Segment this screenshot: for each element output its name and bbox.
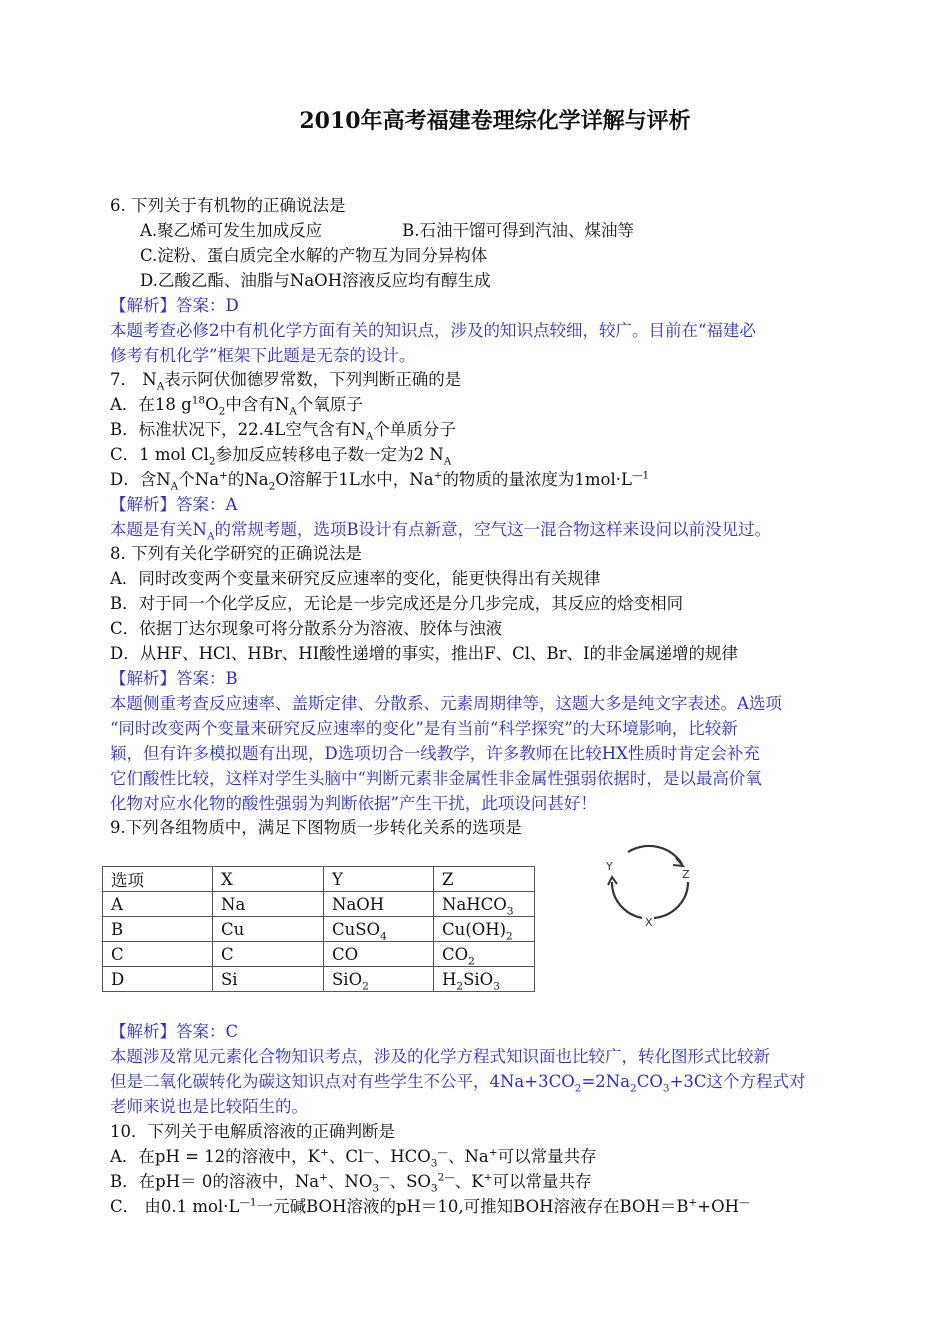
q8-stem: 8. 下列有关化学研究的正确说法是 (110, 544, 362, 563)
q7-answer: 【解析】答案：A (110, 495, 238, 514)
table-header-cell: Z (434, 867, 535, 892)
table-cell: SiO$_2$ (324, 967, 434, 992)
table-row (103, 942, 535, 967)
q10-stem: 10．下列关于电解质溶液的正确判断是 (110, 1122, 395, 1141)
q10-option-b: B．在pH＝ 0的溶液中，Na+、$NO_3^—$、$SO_3^{2—}$、K+可以常量共存 (110, 1171, 592, 1195)
q7-stem: 7． $N_A$表示阿伏伽德罗常数，下列判断正确的是 (110, 370, 462, 393)
q9-stem: 9.下列各组物质中，满足下图物质一步转化关系的选项是 (110, 818, 522, 837)
table-cell: C (103, 942, 213, 967)
q9-analysis-line2: 但是二氧化碳转化为碳这知识点对有些学生不公平，$4Na+3CO_2=2Na_2CO_3+3C$这个方程式对 (110, 1072, 806, 1095)
q8-analysis-line1: 本题侧重考查反应速率、盖斯定律、分散系、元素周期律等，这题大多是纯文字表述。A选项 (110, 694, 782, 713)
q9-options-table (102, 866, 535, 992)
q8-analysis-line2: “同时改变两个变量来研究反应速率的变化”是有当前“科学探究”的大环境影响，比较新 (110, 719, 738, 738)
table-row (103, 967, 535, 992)
q6-option-c: C.淀粉、蛋白质完全水解的产物互为同分异构体 (140, 246, 488, 265)
q6-stem: 6. 下列关于有机物的正确说法是 (110, 196, 346, 215)
node-label-x: X (645, 916, 653, 928)
q9-analysis-line3: 老师来说也是比较陌生的。 (110, 1097, 308, 1116)
node-label-y: Y (606, 860, 613, 873)
q8-analysis-line3: 颖，但有许多模拟题有出现，D选项切合一线教学，许多教师在比较HX性质时肯定会补充 (110, 744, 760, 763)
arc-y-to-z (628, 846, 682, 864)
q7-analysis: 本题是有关$N_A$的常规考题，选项B设计有点新意，空气这一混合物这样来设问以前没见过。 (110, 520, 772, 543)
table-header-cell: 选项 (103, 867, 213, 892)
q6-answer: 【解析】答案：D (110, 296, 239, 315)
conversion-cycle-diagram (598, 838, 702, 928)
arc-z-to-x (654, 882, 688, 918)
table-header-cell: Y (324, 867, 434, 892)
q7-option-b: B．标准状况下，22.4L空气含有$N_A$个单质分子 (110, 420, 456, 443)
table-header-cell: X (213, 867, 324, 892)
table-row (103, 892, 535, 917)
q10-option-c: C． 由0.1 $mol\cdot L^{—1}$一元碱BOH溶液的pH＝10,可推知BOH溶液存在BOH＝B++OH— (110, 1196, 750, 1216)
table-cell: $H_2SiO_3$ (434, 967, 535, 992)
table-cell: $Cu(OH)_2$ (434, 917, 535, 942)
q8-analysis-line4: 它们酸性比较，这样对学生头脑中“判断元素非金属性非金属性强弱依据时，是以最高价氧 (110, 769, 762, 788)
q7-option-c: C．1 mol $Cl_2$参加反应转移电子数一定为2 $N_A$ (110, 445, 452, 468)
q6-option-d: D.乙酸乙酯、油脂与NaOH溶液反应均有醇生成 (140, 271, 491, 290)
page-title: 2010年高考福建卷理综化学详解与评析 (299, 108, 691, 134)
table-cell: B (103, 917, 213, 942)
q8-option-b: B．对于同一个化学反应，无论是一步完成还是分几步完成，其反应的焓变相同 (110, 594, 684, 613)
q6-analysis-line2: 修考有机化学”框架下此题是无奈的设计。 (110, 346, 416, 365)
arc-x-to-y (612, 882, 642, 918)
q6-option-b: B.石油干馏可得到汽油、煤油等 (402, 221, 635, 240)
table-cell: A (103, 892, 213, 917)
q9-analysis-line1: 本题涉及常见元素化合物知识考点，涉及的化学方程式知识面也比较广，转化图形式比较新 (110, 1047, 770, 1066)
table-row (103, 917, 535, 942)
table-cell: Cu (213, 917, 324, 942)
q8-option-a: A．同时改变两个变量来研究反应速率的变化，能更快得出有关规律 (110, 569, 601, 588)
table-cell: Na (213, 892, 324, 917)
table-cell: C (213, 942, 324, 967)
table-cell: CO (324, 942, 434, 967)
q8-answer: 【解析】答案：B (110, 669, 238, 688)
table-header-row (103, 867, 535, 892)
q9-answer: 【解析】答案：C (110, 1022, 239, 1041)
table-cell: D (103, 967, 213, 992)
table-cell: Si (213, 967, 324, 992)
q8-option-c: C．依据丁达尔现象可将分散系分为溶液、胶体与浊液 (110, 619, 503, 638)
node-label-z: Z (682, 868, 690, 881)
q6-option-a: A.聚乙烯可发生加成反应 (140, 221, 323, 240)
q10-option-a: A．在pH = 12的溶液中，K+、Cl—、$HCO_3^—$、Na+可以常量共存 (110, 1146, 597, 1170)
q7-option-d: D．含$N_A$个Na+的$Na_2O$溶解于1L水中，Na+的物质的量浓度为$1mol\cdot L^{—1}$ (110, 469, 650, 493)
table-cell: NaOH (324, 892, 434, 917)
q6-options-row1 (140, 219, 634, 243)
table-cell: CuSO$_4$ (324, 917, 434, 942)
q6-analysis-line1: 本题考查必修2中有机化学方面有关的知识点，涉及的知识点较细，较广。目前在“福建必 (110, 321, 756, 340)
table-cell: $CO_2$ (434, 942, 535, 967)
q8-analysis-line5: 化物对应水化物的酸性强弱为判断依据”产生干扰，此项设问甚好！ (110, 794, 597, 813)
table-cell: NaHCO$_3$ (434, 892, 535, 917)
q7-option-a: A．在18 $g^{18}O_2$中含有$N_A$个氧原子 (110, 394, 363, 418)
q8-option-d: D．从HF、HCl、HBr、HI酸性递增的事实，推出F、Cl、Br、I的非金属递增的规律 (110, 644, 739, 663)
